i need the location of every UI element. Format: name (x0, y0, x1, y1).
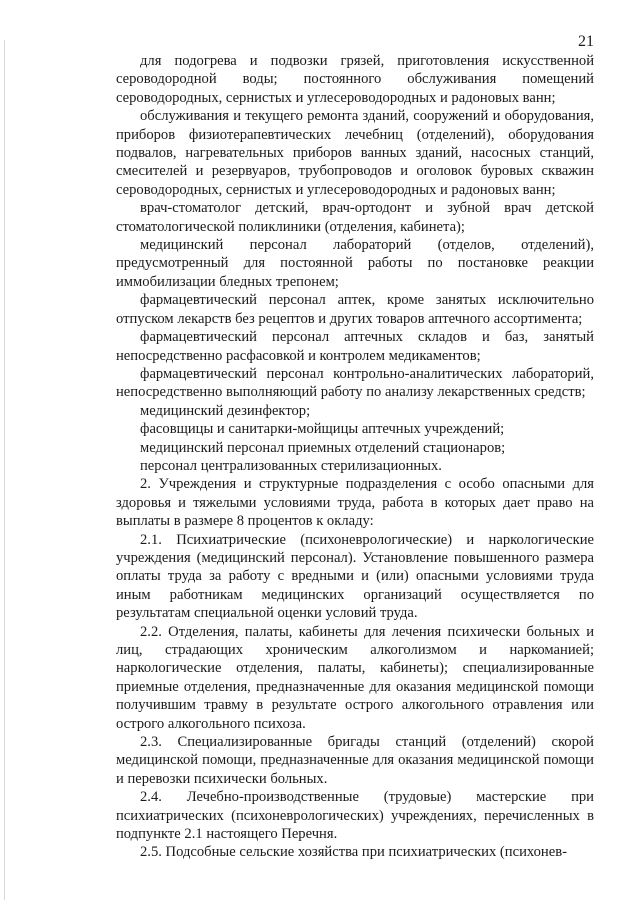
paragraph: обслуживания и текущего ремонта зданий, сооружений и оборудования, приборов физиотерапевтических лечебниц (отделений), оборудования подвалов, нагревательных приборов ванных зданий, насосных станций, смесителей и резервуаров, трубопроводов и оголовок буровых скважин сероводородных, сернистых и углесероводородных и радоновых ванн; (116, 108, 594, 198)
section-paragraph: 2.5. Подсобные сельские хозяйства при психиатрических (психонев- (140, 844, 567, 861)
list-item: медицинский дезинфектор; (140, 402, 311, 419)
list-item: персонал централизованных стерилизационных. (140, 457, 442, 474)
section-paragraph: 2.1. Психиатрические (психоневрологические) и наркологические учреждения (медицинский персонал). Установление повышенного размера оплаты труда за работу с вредными и (или) опасными условиями труда иным работникам медицинских организаций осуществляется по результатам специальной оценки условий труда. (116, 531, 594, 622)
section-paragraph: 2. Учреждения и структурные подразделения с особо опасными для здоровья и тяжелыми условиями труда, работа в которых дает право на выплаты в размере 8 процентов к окладу: (116, 476, 594, 530)
list-item: фасовщицы и санитарки-мойщицы аптечных учреждений; (140, 421, 505, 438)
section-paragraph: 2.3. Специализированные бригады станций (отделений) скорой медицинской помощи, предназначенные для оказания медицинской помощи и перевозки психически больных. (116, 734, 594, 787)
scan-edge-line (4, 40, 5, 900)
section-paragraph: 2.2. Отделения, палаты, кабинеты для лечения психически больных и лиц, страдающих хроническим алкоголизмом и наркоманией; наркологические отделения, палаты, кабинеты); специализированные приемные отделения, предназначенные для оказания медицинской помощи получившим травму в результате острого алкогольного отравления или острого алкогольного психоза. (116, 623, 594, 732)
paragraph: медицинский персонал лабораторий (отделов, отделений), предусмотренный для постоянной работы по постановке реакции иммобилизации бледных трепонем; (116, 237, 594, 290)
paragraph: фармацевтический персонал контрольно-аналитических лабораторий, непосредственно выполняющий работу по анализу лекарственных средств; (116, 365, 594, 401)
paragraph: фармацевтический персонал аптек, кроме занятых исключительно отпуском лекарств без рецептов и других товаров аптечного ассортимента; (116, 292, 594, 327)
body-text (116, 52, 594, 862)
list-item: медицинский персонал приемных отделений стационаров; (140, 439, 506, 456)
paragraph: фармацевтический персонал аптечных складов и баз, занятый непосредственно расфасовкой и контролем медикаментов; (116, 329, 594, 364)
paragraph: врач-стоматолог детский, врач-ортодонт и зубной врач детской стоматологической поликлиники (отделения, кабинета); (116, 200, 594, 235)
section-paragraph: 2.4. Лечебно-производственные (трудовые) мастерские при психиатрических (психоневрологических) учреждениях, перечисленных в подпункте 2.1 настоящего Перечня. (116, 789, 594, 843)
page-number: 21 (578, 33, 594, 50)
paragraph: для подогрева и подвозки грязей, приготовления искусственной сероводородной воды; постоянного обслуживания помещений сероводородных, сернистых и углесероводородных и радоновых ванн; (116, 53, 594, 106)
